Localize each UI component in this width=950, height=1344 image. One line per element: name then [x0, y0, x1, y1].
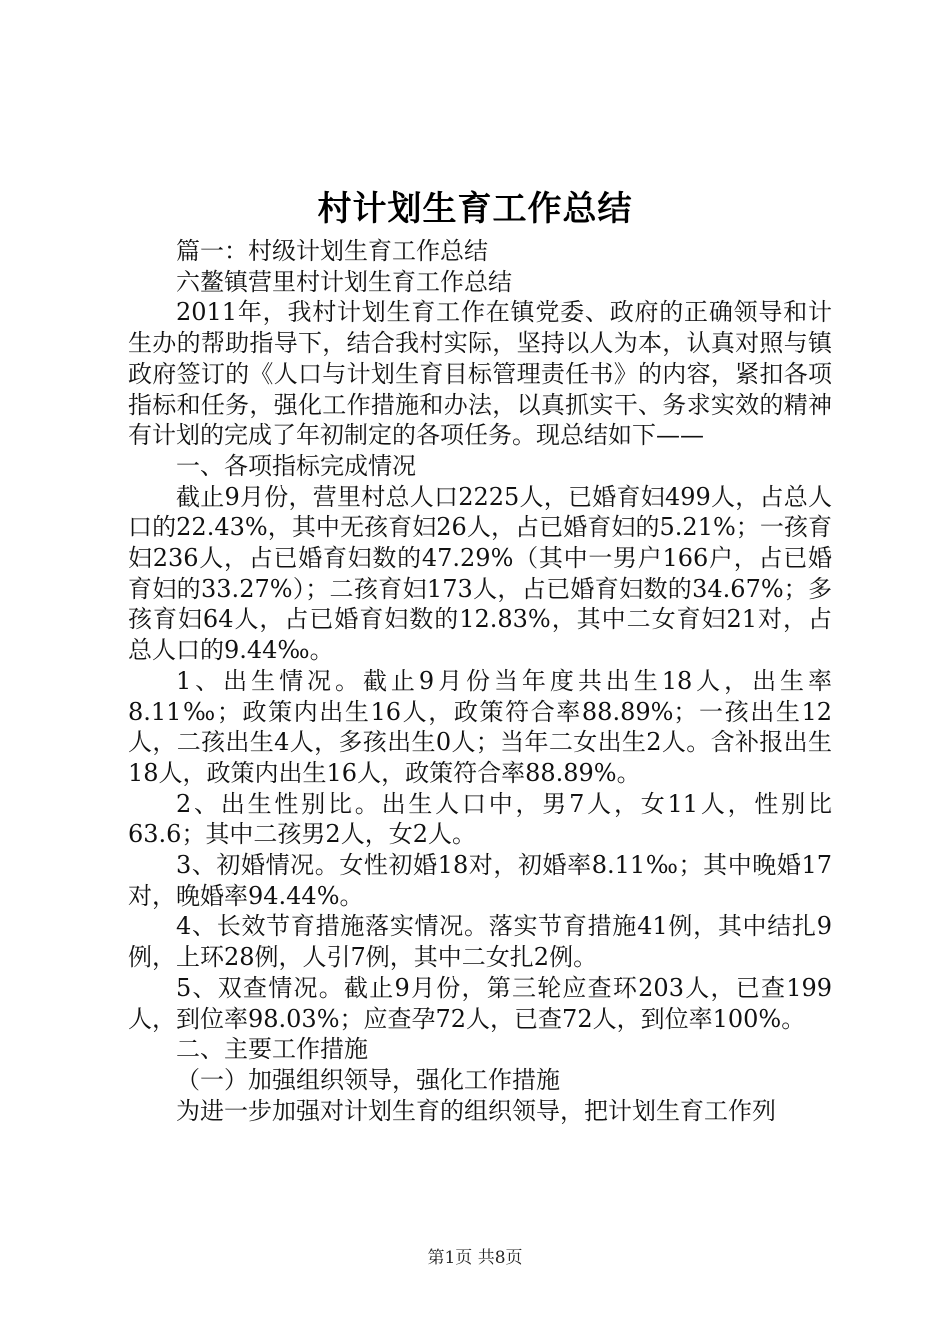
subsection-heading: （一）加强组织领导，强化工作措施: [176, 1065, 560, 1094]
section-heading: 篇一：村级计划生育工作总结: [176, 237, 488, 265]
item-paragraph: 4、长效节育措施落实情况。落实节育措施41例，其中结扎9例，上环28例，人引7例，其中二女扎2例。: [128, 912, 832, 972]
subtitle: 六鳌镇营里村计划生育工作总结: [176, 267, 512, 296]
section-heading: 二、主要工作措施: [176, 1035, 368, 1064]
section-heading: 一、各项指标完成情况: [176, 451, 416, 480]
item-paragraph: 1、出生情况。截止9月份当年度共出生18人，出生率8.11‰；政策内出生16人，政策符合率88.89%；一孩出生12人，二孩出生4人，多孩出生0人；当年二女出生2人。含补报出生18人，政策内出生16人，政策符合率88.89%。: [128, 666, 832, 787]
page-footer: 第1页 共8页: [427, 1248, 523, 1268]
item-paragraph: 3、初婚情况。女性初婚18对，初婚率8.11‰；其中晚婚17对，晚婚率94.44%。: [128, 851, 832, 910]
document-body: [128, 236, 832, 1126]
item-paragraph: 5、双查情况。截止9月份，第三轮应查环203人，已查199人，到位率98.03%；应查孕72人，已查72人，到位率100%。: [128, 973, 832, 1033]
body-paragraph: 为进一步加强对计划生育的组织领导，把计划生育工作列: [176, 1096, 776, 1125]
intro-paragraph: 2011年，我村计划生育工作在镇党委、政府的正确领导和计生办的帮助指导下，结合我村实际，坚持以人为本，认真对照与镇政府签订的《人口与计划生育目标管理责任书》的内容，紧扣各项指标和任务，强化工作措施和办法，以真抓实干、务求实效的精神有计划的完成了年初制定的各项任务。现总结如下——: [128, 298, 832, 450]
stats-paragraph: 截止9月份，营里村总人口2225人，已婚育妇499人，占总人口的22.43%，其中无孩育妇26人，占已婚育妇的5.21%；一孩育妇236人，占已婚育妇数的47.29%（其中一男户166户，占已婚育妇的33.27%）；二孩育妇173人，占已婚育妇数的34.67%；多孩育妇64人，占已婚育妇数的12.83%，其中二女育妇21对，占总人口的9.44‰。: [128, 482, 832, 665]
document-title: 村计划生育工作总结: [317, 189, 633, 229]
item-paragraph: 2、出生性别比。出生人口中，男7人，女11人，性别比63.6；其中二孩男2人，女2人。: [128, 789, 832, 849]
